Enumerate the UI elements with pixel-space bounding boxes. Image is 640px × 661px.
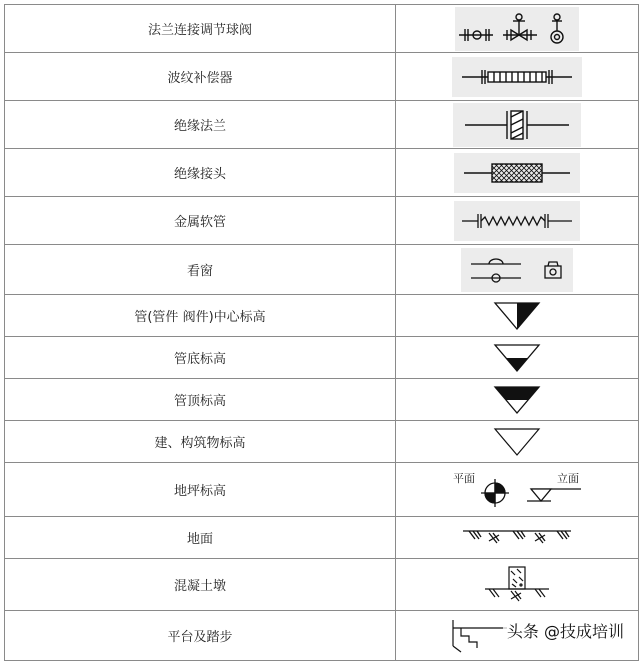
table-row bbox=[5, 463, 639, 517]
table-row bbox=[5, 379, 639, 421]
table-row bbox=[5, 197, 639, 245]
row-label: 地面 bbox=[5, 517, 396, 559]
table-row bbox=[5, 421, 639, 463]
table-row bbox=[5, 337, 639, 379]
symbol-table bbox=[4, 4, 639, 661]
row-label: 管顶标高 bbox=[5, 379, 396, 421]
row-label: 管(管件 阀件)中心标高 bbox=[5, 295, 396, 337]
table-row bbox=[5, 101, 639, 149]
metal-hose-symbol bbox=[454, 201, 580, 241]
plan-label: 平面 bbox=[453, 471, 475, 485]
table-row bbox=[5, 149, 639, 197]
row-label: 平台及踏步 bbox=[5, 611, 396, 661]
table-row bbox=[5, 53, 639, 101]
row-label: 管底标高 bbox=[5, 337, 396, 379]
row-label: 看窗 bbox=[5, 245, 396, 295]
flanged-ball-valve-symbol bbox=[455, 7, 579, 51]
concrete-pier-symbol bbox=[479, 563, 555, 607]
row-label: 混凝土墩 bbox=[5, 559, 396, 611]
bottom-elevation-symbol bbox=[487, 341, 547, 375]
row-label: 绝缘接头 bbox=[5, 149, 396, 197]
bellows-compensator-symbol bbox=[452, 57, 582, 97]
ground-symbol bbox=[459, 525, 575, 551]
sight-glass-symbol bbox=[461, 248, 573, 292]
insulating-flange-symbol bbox=[453, 103, 581, 147]
row-label: 波纹补偿器 bbox=[5, 53, 396, 101]
table-row bbox=[5, 245, 639, 295]
row-label: 地坪标高 bbox=[5, 463, 396, 517]
table-row bbox=[5, 5, 639, 53]
table-row bbox=[5, 559, 639, 611]
elevation-label: 立面 bbox=[557, 471, 579, 485]
building-elevation-symbol bbox=[487, 425, 547, 459]
row-label: 金属软管 bbox=[5, 197, 396, 245]
top-elevation-symbol bbox=[487, 383, 547, 417]
row-label: 建、构筑物标高 bbox=[5, 421, 396, 463]
row-label: 法兰连接调节球阀 bbox=[5, 5, 396, 53]
floor-elevation-symbol bbox=[447, 467, 587, 513]
table-row bbox=[5, 517, 639, 559]
watermark-logo: 头条 @技成培训 bbox=[503, 618, 628, 643]
row-label: 绝缘法兰 bbox=[5, 101, 396, 149]
insulating-joint-symbol bbox=[454, 153, 580, 193]
table-row bbox=[5, 295, 639, 337]
center-elevation-symbol bbox=[487, 299, 547, 333]
